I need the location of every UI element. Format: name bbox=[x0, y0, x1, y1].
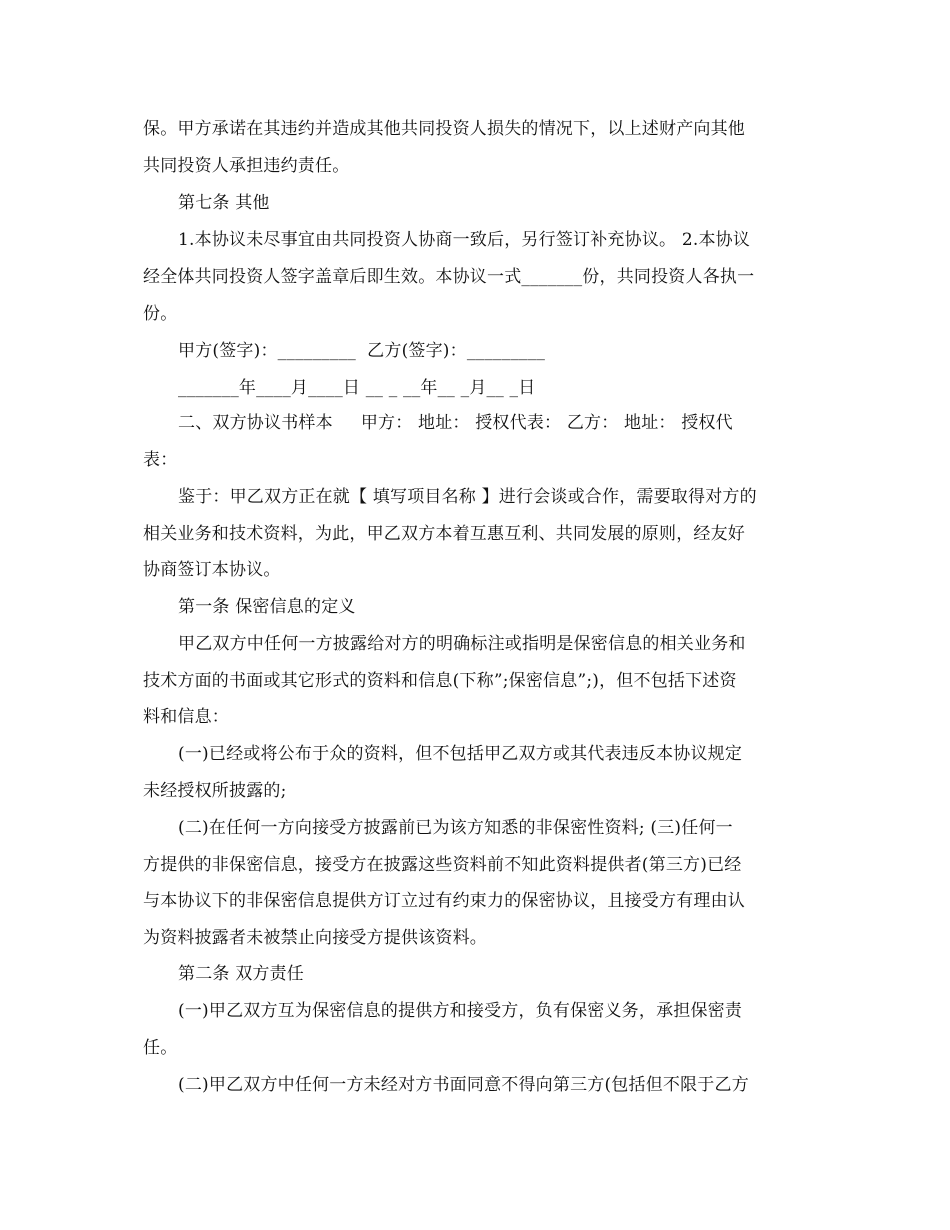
text-line: 任。 bbox=[143, 1038, 178, 1058]
text-line: 料和信息： bbox=[143, 707, 229, 727]
section-heading: 第七条 其他 bbox=[178, 193, 270, 213]
text-line: (二)在任何一方向接受方披露前已为该方知悉的非保密性资料; (三)任何一 bbox=[178, 818, 733, 838]
text-line: 经全体共同投资人签字盖章后即生效。本协议一式_______份，共同投资人各执一 bbox=[143, 267, 755, 287]
section-heading: 第一条 保密信息的定义 bbox=[178, 597, 356, 617]
signature-line: 甲方(签字)：_________ 乙方(签字)：_________ bbox=[178, 341, 546, 361]
text-line: 鉴于：甲乙双方正在就【 填写项目名称 】进行会谈或合作，需要取得对方的 bbox=[178, 487, 757, 507]
text-line: 表： bbox=[143, 450, 178, 470]
text-line: 技术方面的书面或其它形式的资料和信息(下称”;保密信息”;)，但不包括下述资 bbox=[143, 671, 737, 691]
text-line: 与本协议下的非保密信息提供方订立过有约束力的保密协议，且接受方有理由认 bbox=[143, 891, 745, 911]
text-line: 协商签订本协议。 bbox=[143, 560, 281, 580]
text-line: 共同投资人承担违约责任。 bbox=[143, 156, 350, 176]
text-line: 未经授权所披露的; bbox=[143, 781, 287, 801]
text-line: 1.本协议未尽事宜由共同投资人协商一致后，另行签订补充协议。 2.本协议 bbox=[178, 230, 751, 250]
text-line: 甲乙双方中任何一方披露给对方的明确标注或指明是保密信息的相关业务和 bbox=[178, 634, 746, 654]
text-line: 方提供的非保密信息，接受方在披露这些资料前不知此资料提供者(第三方)已经 bbox=[143, 855, 742, 875]
text-line: 相关业务和技术资料，为此，甲乙双方本着互惠互利、共同发展的原则，经友好 bbox=[143, 524, 745, 544]
section-heading: 第二条 双方责任 bbox=[178, 964, 305, 984]
date-line: _______年____月____日 __ _ __年__ _月__ _日 bbox=[178, 378, 536, 398]
text-line: 为资料披露者未被禁止向接受方提供该资料。 bbox=[143, 928, 487, 948]
agreement-title: 二、双方协议书样本 甲方： 地址： 授权代表： 乙方： 地址： 授权代 bbox=[178, 413, 733, 433]
text-line: 保。甲方承诺在其违约并造成其他共同投资人损失的情况下，以上述财产向其他 bbox=[143, 119, 745, 139]
text-line: (二)甲乙双方中任何一方未经对方书面同意不得向第三方(包括但不限于乙方 bbox=[178, 1075, 749, 1095]
text-line: (一)甲乙双方互为保密信息的提供方和接受方，负有保密义务，承担保密责 bbox=[178, 1001, 743, 1021]
text-line: 份。 bbox=[143, 304, 178, 324]
text-line: (一)已经或将公布于众的资料，但不包括甲乙双方或其代表违反本协议规定 bbox=[178, 744, 743, 764]
